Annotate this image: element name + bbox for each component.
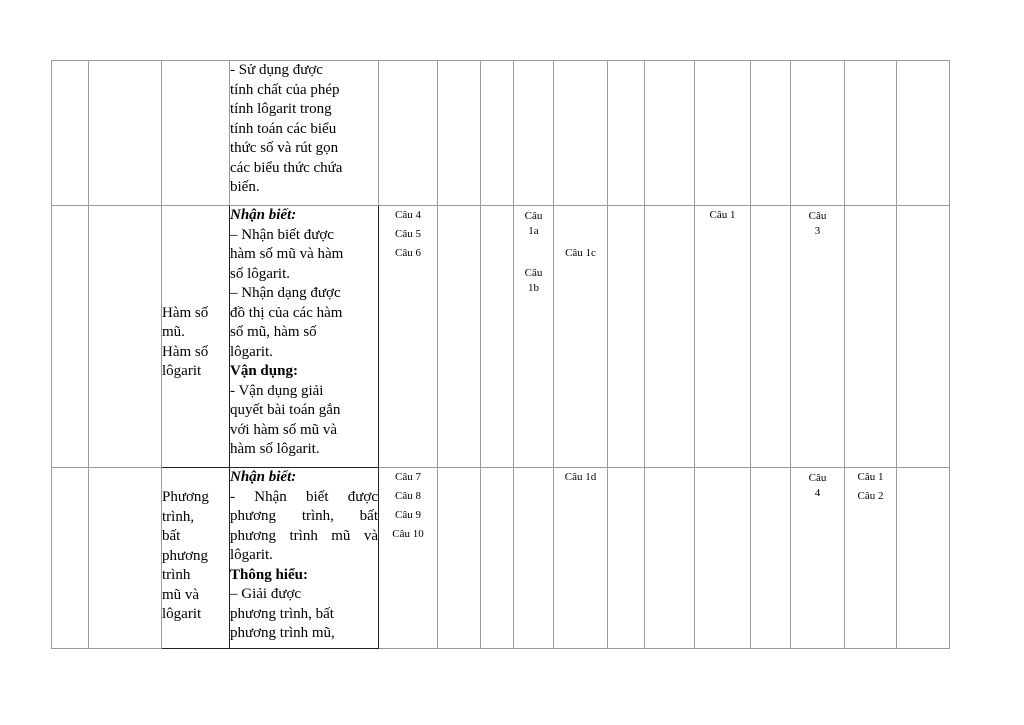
cell-q [481, 206, 514, 468]
topic-line: Phương [162, 489, 209, 505]
requirement-line: – Giải được [230, 586, 302, 602]
heading-recognize: Nhận biết: [230, 207, 297, 223]
cell-q [554, 61, 608, 206]
cell-q [791, 61, 845, 206]
question-ref: Câu 1c [565, 247, 596, 259]
question-ref: 3 [814, 225, 821, 237]
cell-extra [845, 468, 897, 649]
question-ref: Câu 5 [395, 228, 421, 240]
heading-understand: Thông hiểu: [230, 566, 308, 583]
heading-apply: Vận dụng: [230, 363, 298, 379]
cell-q [845, 61, 897, 206]
requirement-line: phương trình mũ, [230, 625, 335, 641]
requirement-line: tính chất của phép [230, 81, 340, 98]
cell-essay [791, 468, 845, 649]
cell-q [379, 61, 438, 206]
question-ref: Câu 10 [392, 528, 424, 540]
question-ref: Câu 6 [395, 247, 421, 259]
table-row [52, 206, 950, 468]
cell-requirement [230, 206, 379, 468]
requirement-line: phương trình mũ và [230, 527, 378, 544]
question-ref: Câu [808, 210, 827, 222]
cell-q [751, 61, 791, 206]
question-ref: Câu 1 [709, 209, 736, 221]
cell-index [52, 206, 89, 468]
cell-q [897, 61, 950, 206]
cell-essay [791, 206, 845, 468]
question-ref: 4 [814, 487, 821, 499]
cell-q [481, 468, 514, 649]
cell-q [438, 61, 481, 206]
table-row [52, 61, 950, 206]
topic-line: bất [162, 528, 181, 544]
requirement-line: – Nhận dạng được [230, 285, 341, 301]
cell-q [695, 468, 751, 649]
requirement-line: thức số và rút gọn [230, 140, 339, 156]
cell-topic [162, 61, 230, 206]
cell-q [645, 61, 695, 206]
requirement-line: hàm số mũ và hàm [230, 246, 344, 262]
requirement-line: với hàm số mũ và [230, 421, 338, 438]
cell-tf [554, 206, 608, 468]
question-ref: 1b [528, 282, 539, 294]
requirement-line: lôgarit. [230, 547, 273, 563]
heading-recognize: Nhận biết: [230, 469, 297, 485]
cell-mc [379, 468, 438, 649]
topic-line: trình, [162, 508, 195, 525]
requirement-line: - Vận dụng giải [230, 382, 324, 399]
topic-line: lôgarit [162, 363, 202, 379]
requirement-line: số lôgarit. [230, 265, 290, 282]
cell-topic [162, 468, 230, 649]
topic-line: Hàm số [162, 343, 209, 360]
requirement-line: tính lôgarit trong [230, 101, 332, 117]
requirement-line: – Nhận biết được [230, 226, 334, 243]
cell-q [608, 468, 645, 649]
cell-q [438, 206, 481, 468]
requirement-line: phương trình, bất [230, 508, 378, 524]
requirement-line: số mũ, hàm số [230, 324, 317, 340]
question-ref: Câu 9 [395, 509, 421, 521]
cell-q [438, 468, 481, 649]
cell-mc [379, 206, 438, 468]
cell-q [645, 206, 695, 468]
cell-chapter [89, 206, 162, 468]
topic-line: trình [162, 567, 191, 583]
topic-line: lôgarit [162, 606, 202, 622]
topic-line: Hàm số [162, 304, 209, 321]
requirement-line: - Nhận biết được [230, 488, 378, 505]
requirement-line: hàm số lôgarit. [230, 441, 320, 457]
cell-q [751, 468, 791, 649]
table-row [52, 468, 950, 649]
cell-q [897, 206, 950, 468]
question-ref: Câu [524, 210, 543, 222]
requirement-line: tính toán các biểu [230, 120, 337, 137]
requirement-line: đồ thị của các hàm [230, 304, 343, 321]
cell-tf [514, 206, 554, 468]
cell-index [52, 468, 89, 649]
cell-requirement [230, 61, 379, 206]
requirement-line: phương trình, bất [230, 605, 334, 622]
matrix-table [51, 60, 950, 649]
question-ref: Câu 8 [395, 490, 421, 502]
question-ref: 1a [528, 225, 539, 237]
cell-q [751, 206, 791, 468]
cell-q [481, 61, 514, 206]
topic-line: mũ. [162, 324, 185, 340]
requirement-line: các biểu thức chứa [230, 159, 343, 176]
topic-line: mũ và [162, 586, 200, 603]
cell-topic [162, 206, 230, 468]
cell-q [897, 468, 950, 649]
cell-q [645, 468, 695, 649]
cell-chapter [89, 468, 162, 649]
requirement-line: biến. [230, 179, 260, 195]
topic-line: phương [162, 547, 209, 564]
cell-q [514, 61, 554, 206]
question-ref: Câu 1d [564, 471, 597, 483]
cell-q [514, 468, 554, 649]
cell-q [608, 206, 645, 468]
cell-q [608, 61, 645, 206]
cell-chapter [89, 61, 162, 206]
cell-tf [554, 468, 608, 649]
question-ref: Câu [808, 472, 827, 484]
question-ref: Câu 7 [395, 471, 421, 483]
cell-q [845, 206, 897, 468]
question-ref: Câu 2 [857, 490, 884, 502]
requirement-line: lôgarit. [230, 343, 273, 360]
requirement-line: quyết bài toán gắn [230, 402, 341, 418]
requirement-line: - Sử dụng được [230, 62, 323, 78]
question-ref: Câu 1 [857, 471, 884, 483]
cell-q [695, 61, 751, 206]
question-ref: Câu [524, 267, 543, 279]
question-ref: Câu 4 [395, 209, 421, 221]
cell-requirement [230, 468, 379, 649]
cell-index [52, 61, 89, 206]
cell-short [695, 206, 751, 468]
